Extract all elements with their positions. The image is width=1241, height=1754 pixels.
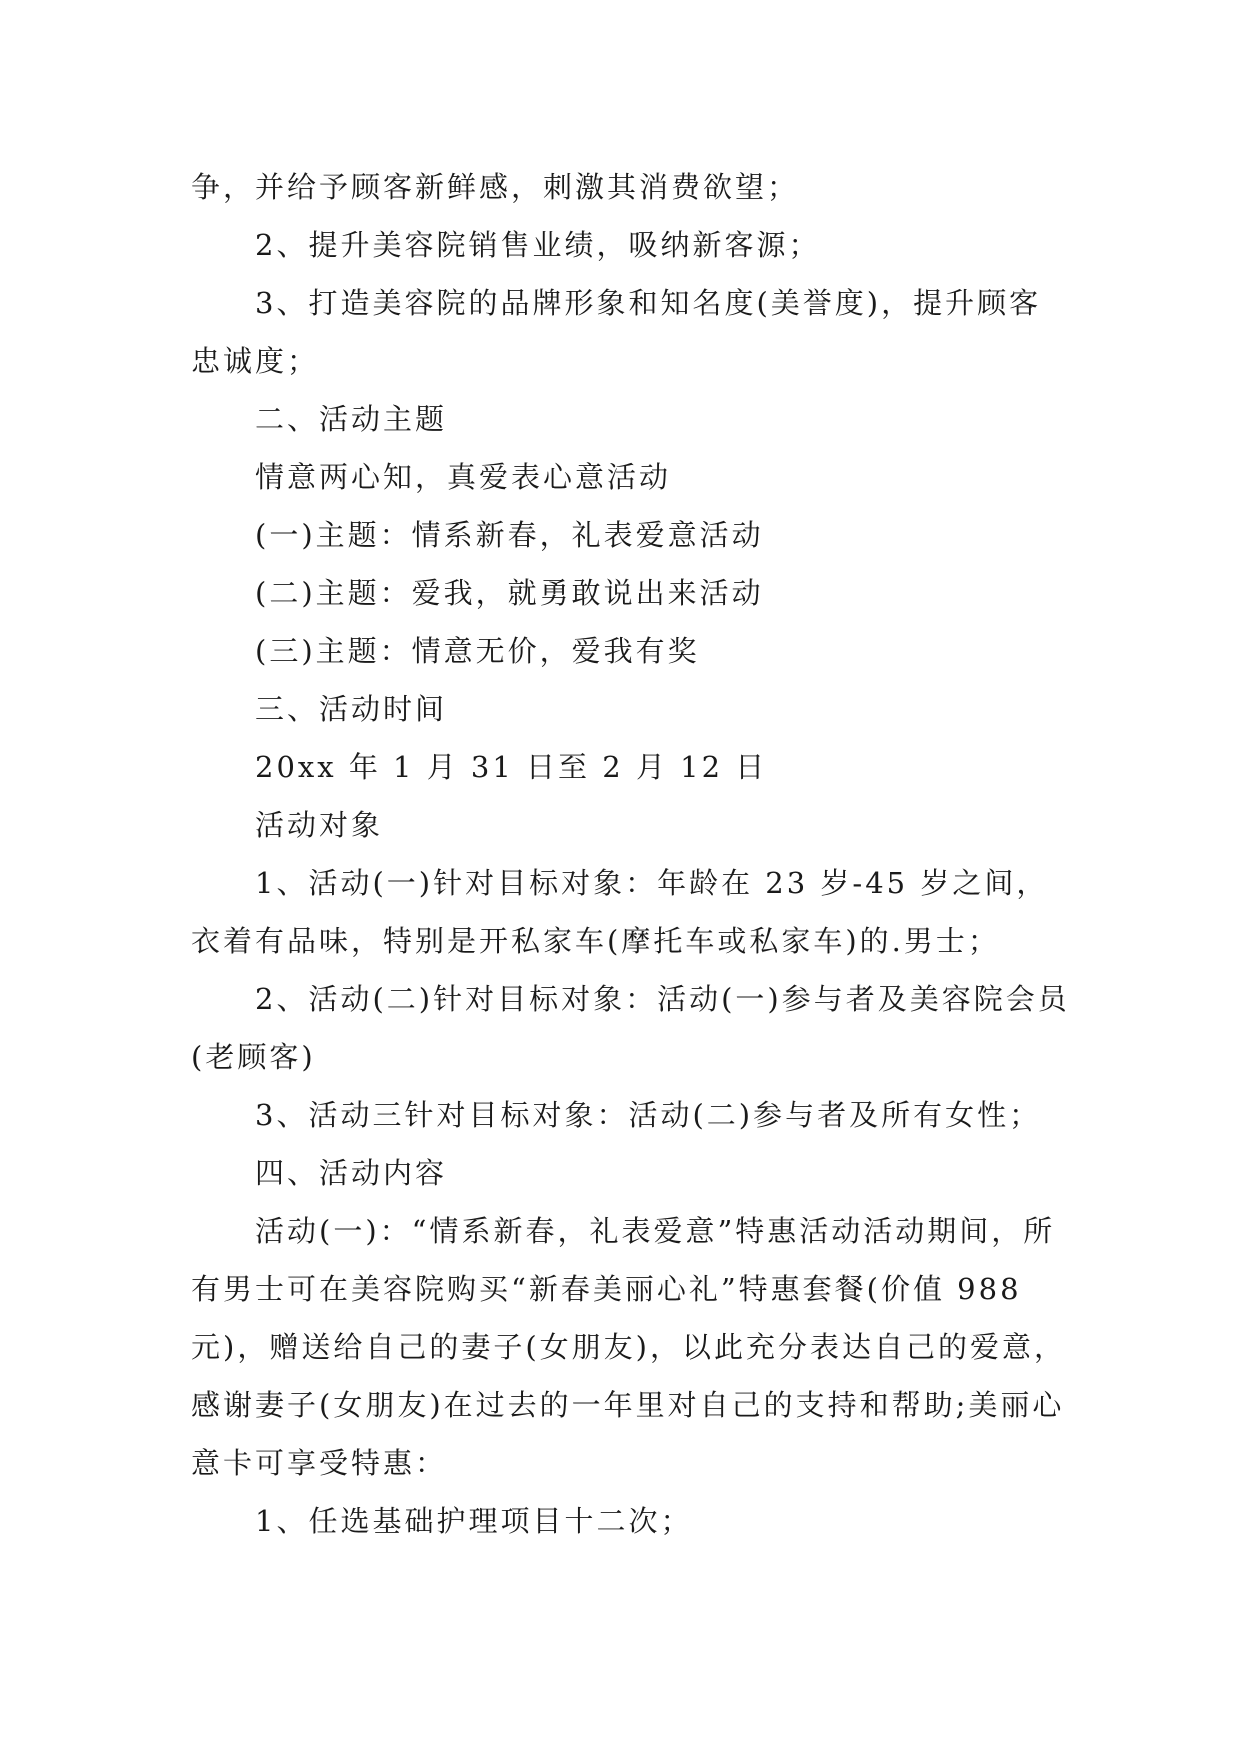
paragraph: 1、活动(一)针对目标对象：年龄在 23 岁-45 岁之间，衣着有品味，特别是开私家车(摩托车或私家车)的.男士； (191, 866, 1049, 958)
paragraph: 3、活动三针对目标对象：活动(二)参与者及所有女性； (255, 1098, 1042, 1132)
paragraph: 争，并给予顾客新鲜感，刺激其消费欲望； (191, 170, 800, 204)
paragraph: (二)主题：爱我，就勇敢说出来活动 (255, 576, 764, 610)
paragraph: 活动(一)：“情系新春，礼表爱意”特惠活动活动期间，所有男士可在美容院购买“新春美丽心礼”特惠套餐(价值 988 元)，赠送给自己的妻子(女朋友)，以此充分表达自己的爱意，感谢妻子(女朋友)在过去的一年里对自己的支持和帮助;美丽心意卡可享受特惠： (191, 1214, 1066, 1480)
paragraph: 活动对象 (255, 808, 384, 842)
section-heading: 三、活动时间 (255, 692, 448, 726)
paragraph: 情意两心知，真爱表心意活动 (255, 460, 672, 494)
paragraph: (三)主题：情意无价，爱我有奖 (255, 634, 700, 668)
paragraph: 1、任选基础护理项目十二次； (255, 1504, 693, 1538)
paragraph: 2、提升美容院销售业绩，吸纳新客源； (255, 228, 821, 262)
paragraph: 3、打造美容院的品牌形象和知名度(美誉度)，提升顾客忠诚度； (191, 286, 1042, 378)
paragraph: 2、活动(二)针对目标对象：活动(一)参与者及美容院会员(老顾客) (191, 982, 1070, 1074)
section-heading: 二、活动主题 (255, 402, 448, 436)
paragraph: 20xx 年 1 月 31 日至 2 月 12 日 (255, 750, 768, 784)
paragraph: (一)主题：情系新春，礼表爱意活动 (255, 518, 764, 552)
section-heading: 四、活动内容 (255, 1156, 448, 1190)
document-body (191, 158, 1071, 1550)
